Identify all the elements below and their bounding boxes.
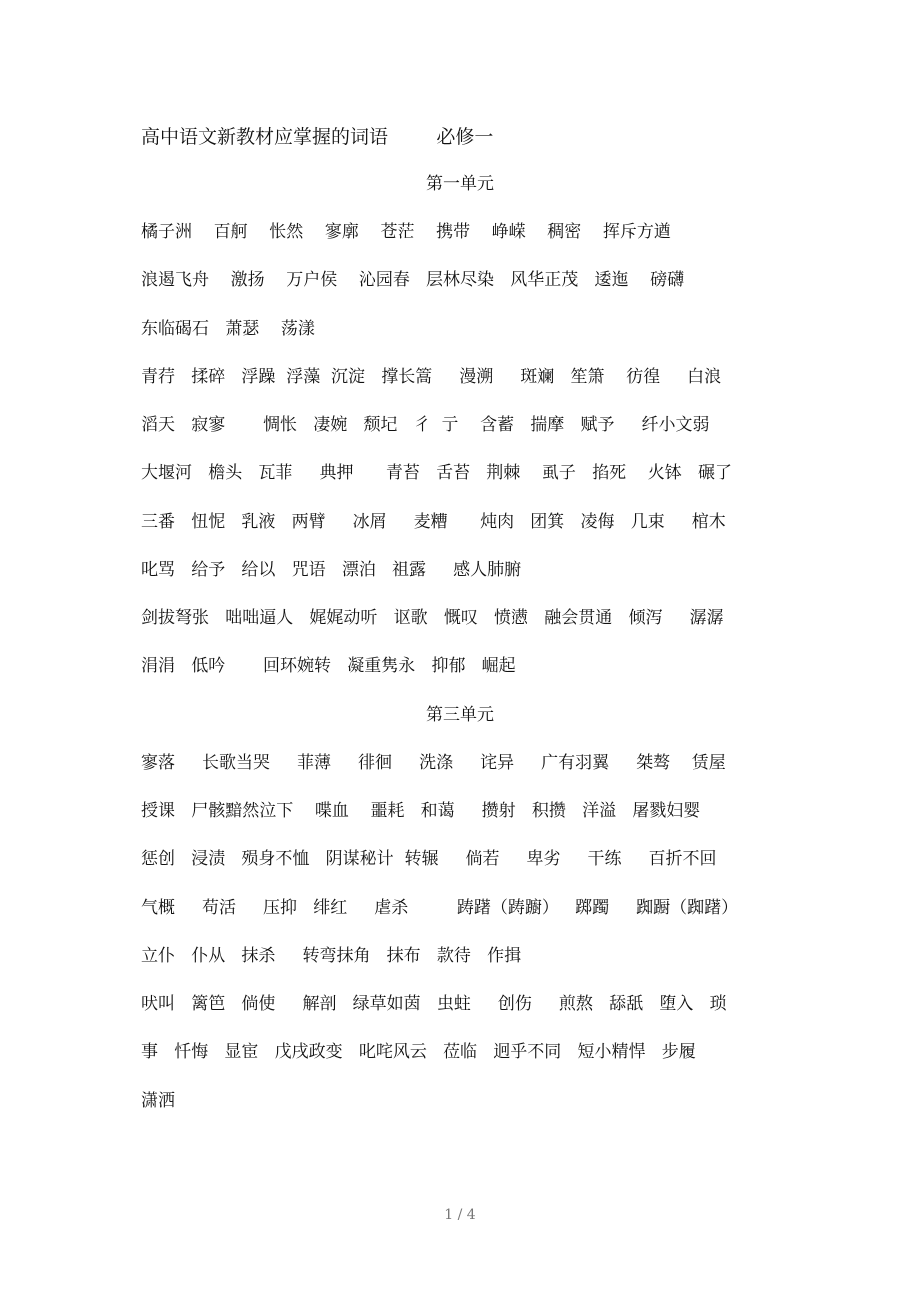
vocab-line: 橘子洲 百舸 怅然 寥廓 苍茫 携带 峥嵘 稠密 挥斥方遒 [141,222,671,242]
vocab-line: 东临碣石 萧瑟 荡漾 [141,319,315,339]
vocab-line: 剑拔弩张 咄咄逼人 娓娓动听 讴歌 慨叹 愤懑 融会贯通 倾泻 潺潺 [141,608,724,628]
vocab-line: 青荇 揉碎 浮躁 浮藻 沉淀 撑长篙 漫溯 斑斓 笙箫 彷徨 白浪 [141,367,722,387]
vocab-line: 叱骂 给予 给以 咒语 漂泊 祖露 感人肺腑 [141,560,522,580]
vocab-line: 三番 忸怩 乳液 两臂 冰屑 麦糟 炖肉 团箕 凌侮 几束 棺木 [141,512,726,532]
page-number: 1 / 4 [444,1207,476,1223]
vocab-line: 气概 苟活 压抑 绯红 虐杀 踌躇（踌躕） 踯躅 踟蹰（踟躇） [141,898,739,918]
vocab-line: 大堰河 檐头 瓦菲 典押 青苔 舌苔 荆棘 虱子 掐死 火钵 碾了 [141,463,732,483]
vocab-line: 浪遏飞舟 激扬 万户侯 沁园春 层林尽染 风华正茂 逶迤 磅礴 [141,270,685,290]
vocab-line: 立仆 仆从 抹杀 转弯抹角 抹布 款待 作揖 [141,946,522,966]
vocab-line: 寥落 长歌当哭 菲薄 徘徊 洗涤 诧异 广有羽翼 桀骜 赁屋 [141,753,726,773]
vocab-line: 惩创 浸渍 殒身不恤 阴谋秘计 转辗 倘若 卑劣 干练 百折不回 [141,849,717,869]
vocab-line: 吠叫 篱笆 倘使 解剖 绿草如茵 虫蛀 创伤 煎熬 舔舐 堕入 琐 [141,994,727,1014]
unit-heading-3: 第三单元 [426,705,494,725]
unit-heading-1: 第一单元 [426,174,494,194]
vocab-line: 事 忏悔 显宦 戊戌政变 叱咤风云 莅临 迥乎不同 短小精悍 步履 [141,1042,696,1062]
vocab-line: 滔天 寂寥 惆怅 凄婉 颓圮 彳 亍 含蓄 揣摩 赋予 纤小文弱 [141,415,710,435]
vocab-line: 涓涓 低吟 回环婉转 凝重隽永 抑郁 崛起 [141,656,516,676]
vocab-line: 授课 尸骸黯然泣下 喋血 噩耗 和蔼 攒射 积攒 洋溢 屠戮妇婴 [141,801,701,821]
vocab-line: 潇洒 [141,1091,175,1111]
document-title: 高中语文新教材应掌握的词语 必修一 [141,126,494,148]
